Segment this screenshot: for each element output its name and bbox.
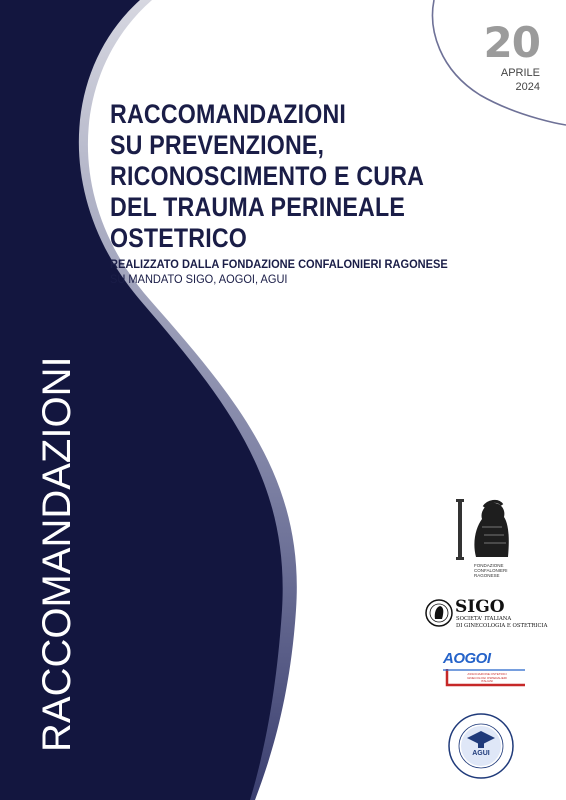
agui-name: AGUI bbox=[472, 750, 490, 757]
title-line: OSTETRICO bbox=[110, 223, 248, 253]
aogoi-name: AOGOI bbox=[443, 650, 491, 667]
document-title bbox=[110, 99, 471, 254]
issue-block bbox=[483, 18, 540, 94]
issue-month: APRILE bbox=[500, 67, 540, 79]
title-line: RICONOSCIMENTO E CURA bbox=[110, 161, 425, 191]
agui-logo bbox=[447, 712, 515, 780]
issue-number: 20 bbox=[483, 18, 540, 67]
issue-year: 2024 bbox=[515, 81, 540, 93]
subtitle: REALIZZATO DALLA FONDAZIONE CONFALONIERI RAGONESE bbox=[110, 257, 448, 271]
title-line: SU PREVENZIONE, bbox=[110, 130, 325, 160]
sigo-name: SIGO bbox=[455, 597, 505, 617]
title-line: DEL TRAUMA PERINEALE bbox=[110, 192, 406, 222]
sigo-full-name: SOCIETA' ITALIANA DI GINECOLOGIA E OSTETRICIA bbox=[456, 616, 548, 629]
sigo-logo bbox=[425, 598, 550, 634]
series-label: RACCOMANDAZIONI bbox=[35, 356, 79, 752]
title-line: RACCOMANDAZIONI bbox=[110, 99, 347, 129]
aogoi-logo bbox=[441, 651, 527, 689]
sigo-seal-icon bbox=[425, 598, 453, 628]
athena-column-icon bbox=[454, 497, 514, 563]
agui-seal-icon bbox=[447, 712, 515, 780]
fondazione-logo bbox=[454, 497, 514, 583]
fondazione-name: FONDAZIONE CONFALONIERI RAGONESE bbox=[474, 563, 508, 578]
aogoi-subtitle: ASSOCIAZIONE OSTETRICI GINECOLOGI OSPEDALIERI ITALIANI bbox=[467, 672, 507, 684]
mandate-line: SU MANDATO SIGO, AOGOI, AGUI bbox=[110, 272, 288, 286]
